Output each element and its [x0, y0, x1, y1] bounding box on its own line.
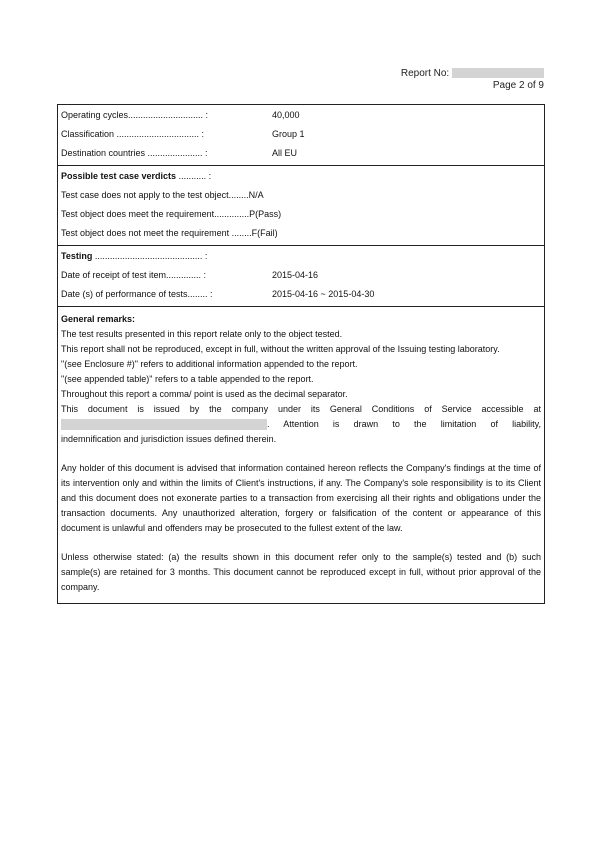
- testing-heading-row: [61, 247, 541, 266]
- verdict-label: Test object does not meet the requirement ........: [61, 228, 252, 238]
- page-number: Page 2 of 9: [492, 80, 544, 91]
- general-remarks-section: [58, 307, 544, 603]
- testing-heading: Testing: [61, 251, 93, 261]
- redacted-url: [61, 419, 267, 430]
- verdict-label: Test case does not apply to the test object........: [61, 190, 249, 200]
- remarks-line: This report shall not be reproduced, except in full, without the written approval of the Issuing testing laboratory.: [61, 344, 500, 354]
- testing-row-performance-dates: [61, 285, 541, 304]
- info-row-destination: [61, 144, 541, 163]
- verdict-row: [61, 224, 541, 243]
- testing-value: 2015-04-16 ~ 2015-04-30: [272, 289, 375, 299]
- report-number-line: [401, 68, 544, 79]
- verdict-label: Test object does meet the requirement..............: [61, 209, 250, 219]
- testing-label: Date of receipt of test item.............. :: [61, 270, 207, 280]
- testing-label: Date (s) of performance of tests........ :: [61, 289, 213, 299]
- redacted-report-number: [452, 68, 544, 78]
- remarks-line: "(see appended table)" refers to a table appended to the report.: [61, 374, 314, 384]
- info-value: 40,000: [272, 110, 300, 120]
- verdict-value: F(Fail): [251, 228, 278, 238]
- verdict-row: [61, 186, 541, 205]
- sample-retention-paragraph: Unless otherwise stated: (a) the results shown in this document refer only to the sample(s) tested and (b) such sample(s) are retained for 3 months. This document cannot be reproduced except in full, without prior approval of the company.: [61, 552, 541, 592]
- verdict-row: [61, 205, 541, 224]
- info-label: Classification ................................. :: [61, 129, 205, 139]
- info-label: Operating cycles.............................. :: [61, 110, 209, 120]
- attention-line: [61, 417, 541, 432]
- report-number-label: Report No:: [400, 68, 450, 79]
- verdict-value: N/A: [248, 190, 264, 200]
- remarks-heading: General remarks:: [61, 314, 136, 324]
- report-info-box: [57, 104, 545, 604]
- remarks-line: "(see Enclosure #)" refers to additional information appended to the report.: [61, 359, 358, 369]
- info-label: Destination countries ...................... :: [61, 148, 208, 158]
- verdicts-section: [58, 166, 544, 246]
- info-value: All EU: [272, 148, 298, 158]
- info-row-operating-cycles: [61, 106, 541, 125]
- testing-heading-dots: ........................................... :: [92, 251, 208, 261]
- attention-text: . Attention is drawn to the limitation of liability,: [267, 419, 541, 429]
- testing-section: [58, 246, 544, 307]
- info-row-classification: [61, 125, 541, 144]
- holder-notice-paragraph: Any holder of this document is advised that information contained hereon reflects the Company's findings at the time of its intervention only and within the limits of Client's instructions, if any. The Company's sole responsibility is to its Client and this document does not exonerate parties to a transaction from exercising all their rights and obligations under the transaction documents. Any unauthorized alteration, forgery or falsification of the content or appearance of this document is unlawful and offenders may be prosecuted to the fullest extent of the law.: [61, 463, 541, 533]
- verdicts-heading-dots: ........... :: [176, 171, 212, 181]
- verdicts-heading: Possible test case verdicts: [61, 171, 177, 181]
- testing-row-receipt-date: [61, 266, 541, 285]
- remarks-line: The test results presented in this report relate only to the object tested.: [61, 329, 343, 339]
- verdicts-heading-row: [61, 167, 541, 186]
- remarks-line: Throughout this report a comma/ point is used as the decimal separator.: [61, 389, 348, 399]
- verdict-value: P(Pass): [249, 209, 282, 219]
- product-info-section: [58, 105, 544, 166]
- testing-value: 2015-04-16: [272, 270, 319, 280]
- info-value: Group 1: [272, 129, 305, 139]
- indemnification-line: indemnification and jurisdiction issues defined therein.: [61, 434, 277, 444]
- issued-by-line: This document is issued by the company under its General Conditions of Service accessible at: [61, 404, 541, 414]
